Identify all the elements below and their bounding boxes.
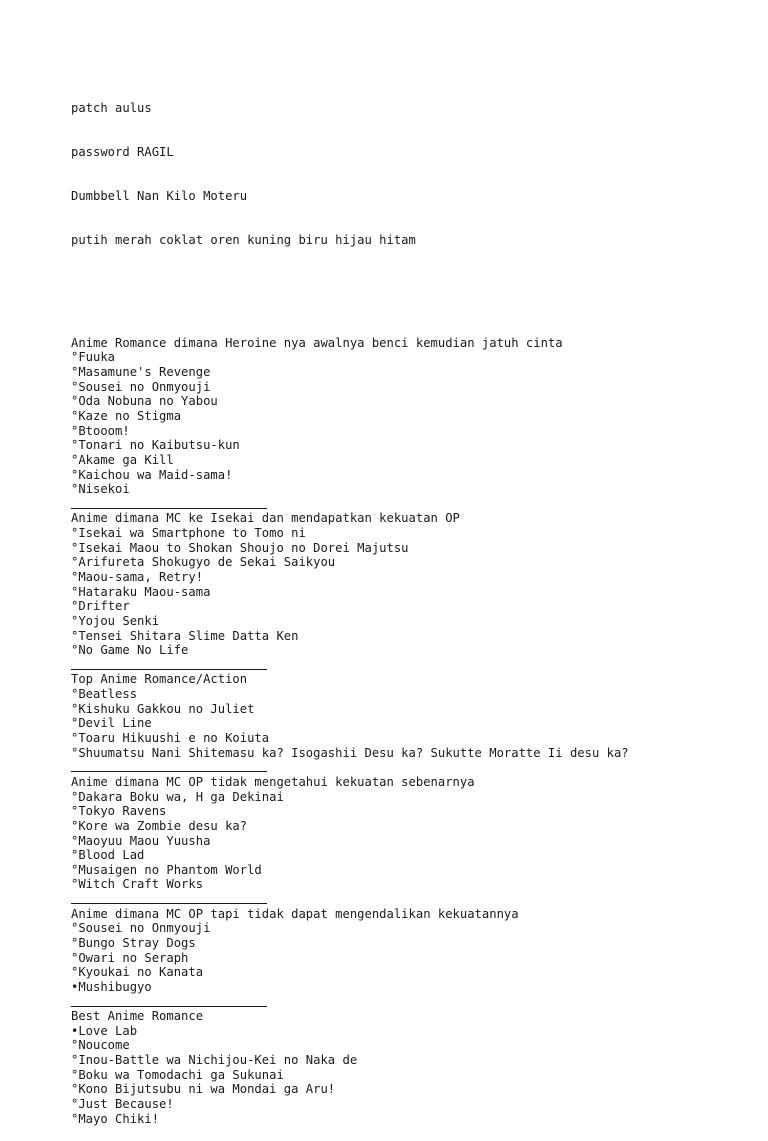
blank-line [71,277,751,292]
list-item: °Isekai wa Smartphone to Tomo ni [71,526,306,541]
section-title: Anime dimana MC OP tidak mengetahui kekuatan sebenarnya [71,774,475,789]
list-item: °Fuuka [71,350,116,365]
list-item: °Noucome [71,1038,130,1053]
list-item: °Hataraku Maou-sama [71,584,211,599]
section-separator [71,995,751,1010]
list-item: °Devil Line [71,716,152,731]
section-separator [71,497,751,512]
list-item: °Sousei no Onmyouji [71,921,211,936]
section-title: Anime dimana MC OP tapi tidak dapat mengendalikan kekuatannya [71,906,519,921]
list-item: °Maoyuu Maou Yuusha [71,833,211,848]
list-item: °Isekai Maou to Shokan Shoujo no Dorei Majutsu [71,540,409,555]
list-item: °Maou-sama, Retry! [71,569,204,584]
list-item: °Musaigen no Phantom World [71,862,262,877]
section-title: Top Anime Romance/Action [71,672,248,687]
list-item: °Sousei no Onmyouji [71,379,211,394]
list-item: °Tonari no Kaibutsu-kun [71,438,240,453]
list-item: °Btooom! [71,423,130,438]
document-body [71,72,751,1141]
list-item: °Owari no Seraph [71,950,189,965]
list-item: °Drifter [71,599,130,614]
header-line: Dumbbell Nan Kilo Moteru [71,189,248,204]
list-item: °Yojou Senki [71,613,160,628]
list-item: °Mayo Chiki! [71,1111,160,1126]
list-item: °Arifureta Shokugyo de Sekai Saikyou [71,555,336,570]
list-item: °No Game No Life [71,643,189,658]
section-title: Anime Romance dimana Heroine nya awalnya benci kemudian jatuh cinta [71,335,563,350]
list-item: °Kyoukai no Kanata [71,965,204,980]
sections-container [71,336,751,1127]
section-separator [71,892,751,907]
list-item: °Witch Craft Works [71,877,204,892]
list-item: °Just Because! [71,1097,174,1112]
list-item: °Shuumatsu Nani Shitemasu ka? Isogashii Desu ka? Sukutte Moratte Ii desu ka? [71,745,629,760]
list-item: °Blood Lad [71,848,145,863]
header-line: password RAGIL [71,145,174,160]
list-item: °Toaru Hikuushi e no Koiuta [71,731,270,746]
list-item: °Boku wa Tomodachi ga Sukunai [71,1067,284,1082]
list-item: °Tokyo Ravens [71,804,167,819]
section-title: Best Anime Romance [71,1009,204,1024]
list-item: °Oda Nobuna no Yabou [71,394,218,409]
list-item: °Masamune's Revenge [71,365,211,380]
list-item: °Inou-Battle wa Nichijou-Kei no Naka de [71,1053,358,1068]
list-item: °Beatless [71,687,138,702]
section-title: Anime dimana MC ke Isekai dan mendapatkan kekuatan OP [71,511,460,526]
header-line: patch aulus [71,101,152,116]
list-item: °Kore wa Zombie desu ka? [71,818,248,833]
list-item: °Dakara Boku wa, H ga Dekinai [71,789,284,804]
header-line: putih merah coklat oren kuning biru hijau hitam [71,233,416,248]
list-item: •Mushibugyo [71,979,152,994]
list-item: °Kaichou wa Maid-sama! [71,467,233,482]
list-item: °Akame ga Kill [71,452,174,467]
list-item: °Bungo Stray Dogs [71,936,196,950]
list-item: °Kaze no Stigma [71,408,182,423]
list-item: °Kono Bijutsubu ni wa Mondai ga Aru! [71,1082,336,1097]
list-item: °Nisekoi [71,482,130,497]
section-separator [71,658,751,673]
list-item: °Tensei Shitara Slime Datta Ken [71,628,299,643]
section-separator [71,760,751,775]
list-item: °Kishuku Gakkou no Juliet [71,701,255,716]
list-item: •Love Lab [71,1023,138,1038]
